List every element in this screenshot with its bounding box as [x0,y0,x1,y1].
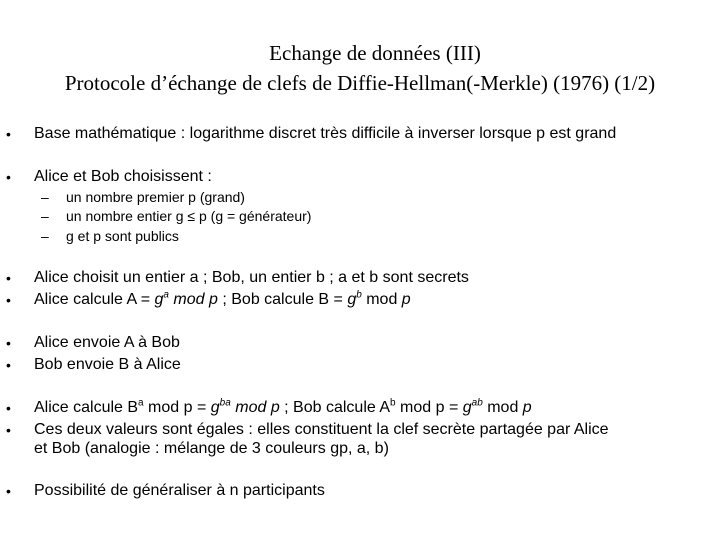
sub-bullet-generator [0,206,720,226]
bullet-marker: • [6,292,11,308]
sub-bullet-public [0,226,720,246]
bullet-text: Bob envoie B à Alice [34,356,181,373]
bullet-equal-values-cont [0,438,720,460]
bullet-marker: • [6,483,11,499]
slide-title [0,38,720,98]
title-line-1: Echange de données (III) [269,41,481,65]
bullet-text: Base mathématique : logarithme discret très difficile à inverser lorsque p est grand [34,125,617,142]
bullet-choose [0,166,720,188]
bullet-generalize [0,480,720,502]
sub-bullet-text: g et p sont publics [66,228,179,244]
bullet-marker: • [6,270,11,286]
bullet-marker: • [6,422,11,438]
bullet-marker: • [6,357,11,373]
bullet-text-continuation: et Bob (analogie : mélange de 3 couleurs gp, a, b) [34,440,389,457]
bullet-text: Alice calcule $A = g^a$ mod p ; Bob calcule $B = g^b$ mod p [34,289,411,308]
bullet-text: Alice envoie A à Bob [34,334,180,351]
bullet-text: Alice choisit un entier a ; Bob, un entier b ; a et b sont secrets [34,269,469,286]
sub-bullet-text: un nombre entier g ≤ p (g = générateur) [66,208,312,224]
bullet-compute-shared [0,397,720,419]
bullet-marker: • [6,169,11,185]
dash-marker: – [41,208,49,224]
bullet-secrets [0,267,720,289]
bullet-text: Ces deux valeurs sont égales : elles constituent la clef secrète partagée par Alice [34,421,609,438]
sub-bullet-text: un nombre premier p (grand) [66,189,245,205]
dash-marker: – [41,228,49,244]
bullet-math-basis [0,123,720,145]
bullet-marker: • [6,126,11,142]
bullet-text: Alice et Bob choisissent : [34,168,212,185]
bullet-bob-sends [0,354,720,376]
bullet-marker: • [6,335,11,351]
bullet-marker: • [6,400,11,416]
sub-bullet-prime [0,187,720,207]
dash-marker: – [41,189,49,205]
bullet-text: Alice calcule $B^a$ mod $p = g^{ba}$ mod p ; Bob calcule $A^b$ mod $p = g^{ab}$ mod p [34,397,532,416]
bullet-text: Possibilité de généraliser à n participants [34,482,325,499]
bullet-alice-sends [0,332,720,354]
title-line-2: Protocole d’échange de clefs de Diffie-Hellman(-Merkle) (1976) (1/2) [64,71,656,95]
bullet-compute-public [0,289,720,311]
